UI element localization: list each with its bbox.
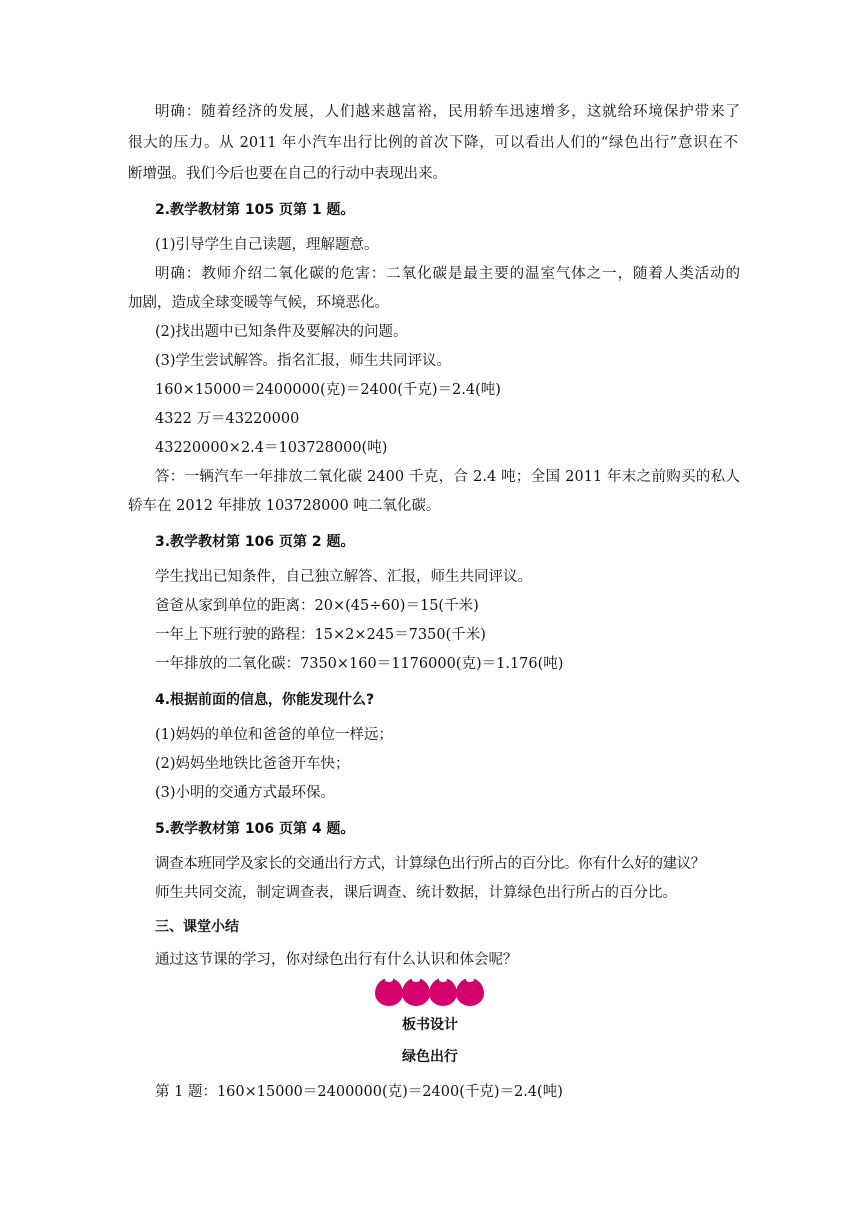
paragraph-line: 明确：随着经济的发展，人们越来越富裕，民用轿车迅速增多，这就给环境保护带来了 — [155, 104, 740, 120]
paragraph-line: 轿车在 2012 年排放 103728000 吨二氧化碳。 — [128, 498, 441, 514]
paragraph-line: (1)引导学生自己读题，理解题意。 — [155, 237, 379, 253]
section-heading: 5.教学教材第 106 页第 4 题。 — [155, 821, 355, 837]
paragraph-line: 师生共同交流，制定调查表，课后调查、统计数据，计算绿色出行所占的百分比。 — [155, 885, 677, 901]
list-item: (2)妈妈坐地铁比爸爸开车快； — [155, 756, 350, 772]
equation-line: 4322 万＝43220000 — [155, 411, 300, 427]
paragraph-line: 明确：教师介绍二氧化碳的危害：二氧化碳是最主要的温室气体之一，随着人类活动的 — [155, 266, 740, 282]
paragraph-line: 调查本班同学及家长的交通出行方式，计算绿色出行所占的百分比。你有什么好的建议？ — [155, 856, 705, 872]
paragraph-line: (3)学生尝试解答。指名汇报，师生共同评议。 — [155, 353, 452, 369]
decorative-bloom-row — [0, 978, 860, 1006]
paragraph-line: 很大的压力。从 2011 年小汽车出行比例的首次下降，可以看出人们的“绿色出行”意识在不 — [128, 135, 738, 151]
paragraph-line: 断增强。我们今后也要在自己的行动中表现出来。 — [128, 166, 447, 182]
four-petal-bloom-icon — [375, 978, 403, 1006]
board-design-subtitle: 绿色出行 — [402, 1049, 458, 1065]
board-equation-line: 第 1 题：160×15000＝2400000(克)＝2400(千克)＝2.4(吨) — [155, 1084, 563, 1100]
board-design-title: 板书设计 — [402, 1017, 458, 1033]
four-petal-bloom-icon — [429, 978, 457, 1006]
paragraph-line: 答：一辆汽车一年排放二氧化碳 2400 千克，合 2.4 吨；全国 2011 年末之前购买的私人 — [155, 469, 740, 485]
equation-line: 一年上下班行驶的路程：15×2×245＝7350(千米) — [155, 627, 486, 643]
equation-line: 爸爸从家到单位的距离：20×(45÷60)＝15(千米) — [155, 598, 479, 614]
paragraph-line: (2)找出题中已知条件及要解决的问题。 — [155, 324, 408, 340]
list-item: (1)妈妈的单位和爸爸的单位一样远； — [155, 727, 394, 743]
equation-line: 43220000×2.4＝103728000(吨) — [155, 440, 388, 456]
equation-line: 160×15000＝2400000(克)＝2400(千克)＝2.4(吨) — [155, 382, 501, 398]
paragraph-line: 通过这节课的学习，你对绿色出行有什么认识和体会呢？ — [155, 952, 518, 968]
section-heading: 2.教学教材第 105 页第 1 题。 — [155, 202, 355, 218]
four-petal-bloom-icon — [456, 978, 484, 1006]
list-item: (3)小明的交通方式最环保。 — [155, 785, 336, 801]
equation-line: 一年排放的二氧化碳：7350×160＝1176000(克)＝1.176(吨) — [155, 656, 564, 672]
section-heading: 4.根据前面的信息，你能发现什么? — [155, 692, 375, 708]
paragraph-line: 加剧，造成全球变暖等气候，环境恶化。 — [128, 295, 389, 311]
section-heading: 3.教学教材第 106 页第 2 题。 — [155, 534, 355, 550]
paragraph-line: 学生找出已知条件，自己独立解答、汇报，师生共同评议。 — [155, 569, 532, 585]
section-heading: 三、课堂小结 — [155, 919, 239, 935]
four-petal-bloom-icon — [402, 978, 430, 1006]
